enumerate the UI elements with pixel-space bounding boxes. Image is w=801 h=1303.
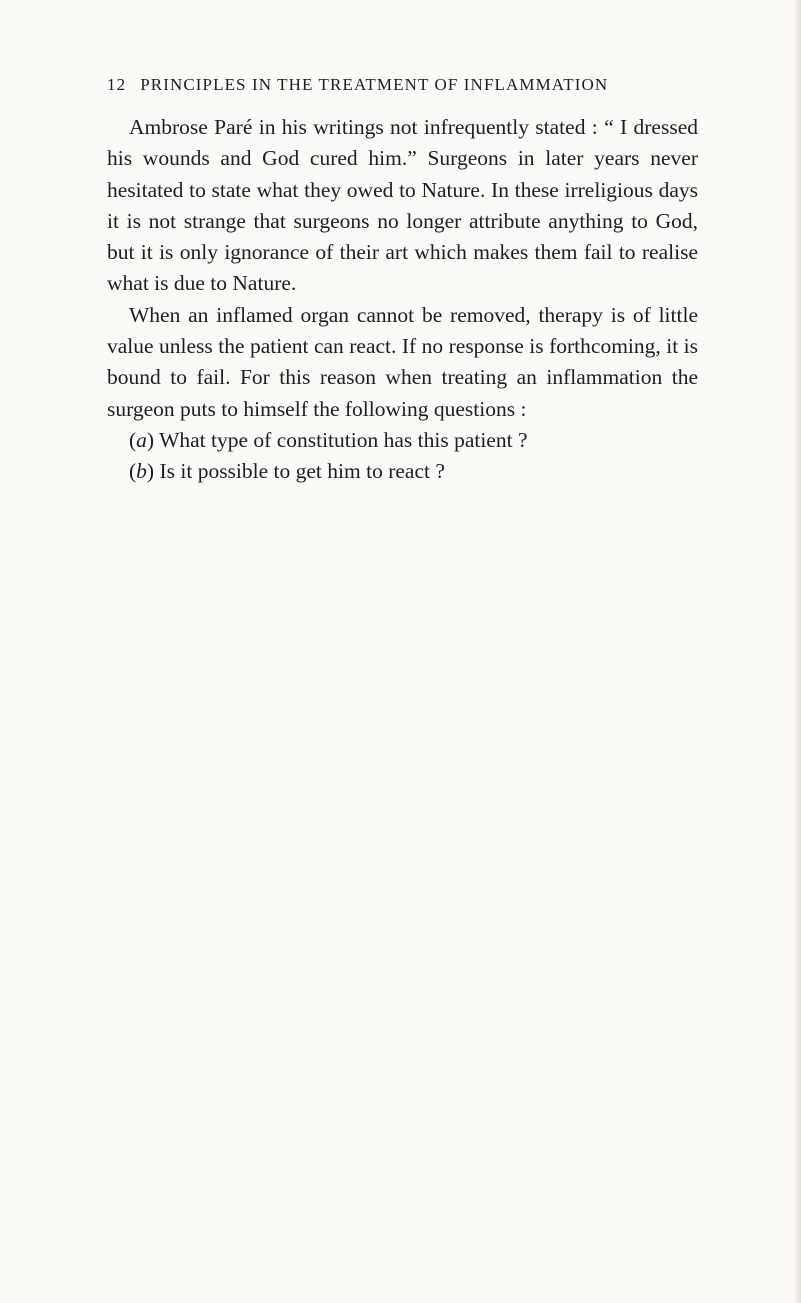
page-number: 12 xyxy=(107,75,127,94)
question-a: (a) What type of constitution has this patient ? xyxy=(129,427,528,452)
running-title: PRINCIPLES IN THE TREATMENT OF INFLAMMATION xyxy=(140,75,609,94)
question-a-label: a xyxy=(136,427,147,452)
paragraph-inflamed-organ: When an inflamed organ cannot be removed, therapy is of little value unless the patient can react. If no response is forthcoming, it is bound to fail. For this reason when treating an inflammation the surgeon puts to himself the following questions : xyxy=(107,302,698,421)
question-b: (b) Is it possible to get him to react ? xyxy=(129,459,445,484)
running-header xyxy=(107,73,707,97)
paragraph-pare: Ambrose Paré in his writings not infrequently stated : “ I dressed his wounds and God cured him.” Surgeons in later years never hesitated to state what they owed to Nature. In these irreligious days it is not strange that surgeons no longer attribute anything to God, but it is only ignorance of their art which makes them fail to realise what is due to Nature. xyxy=(107,115,698,296)
question-b-text: Is it possible to get him to react ? xyxy=(154,459,445,484)
page-edge-shadow xyxy=(795,0,801,1303)
question-a-text: What type of constitution has this patient ? xyxy=(154,427,528,452)
question-b-label: b xyxy=(136,459,147,484)
body-text xyxy=(107,112,698,488)
